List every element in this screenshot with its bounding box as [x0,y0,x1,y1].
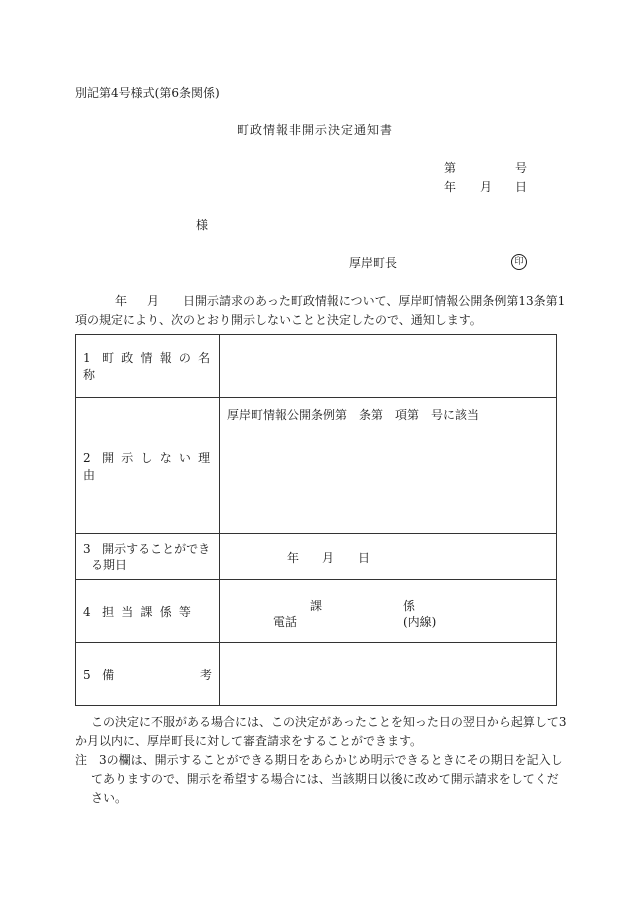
row-number: 4 [83,604,91,619]
contact-cell [220,580,557,643]
issue-date-month: 月 [480,180,493,194]
disclosure-date-year: 年 [287,551,300,565]
note-line2: てありますので、開示を希望する場合には、当該期日以後に改めて開示請求をしてくだ [91,772,559,786]
table-row [76,398,557,534]
appeal-text-line2: か月以内に、厚岸町長に対して審査請求をすることができます。 [75,734,423,748]
remarks-value [220,643,557,706]
table-row [76,580,557,643]
decision-table [75,334,557,706]
addressee-honorific: 様 [196,218,209,232]
issue-date-year: 年 [444,180,457,194]
remarks-label-left: 備 [102,667,115,682]
disclosure-date-day: 日 [358,551,371,565]
document-title: 町政情報非開示決定通知書 [236,123,393,137]
intro-text-line2: 項の規定により、次のとおり開示しないことと決定したので、通知します。 [75,313,482,327]
issue-date-day: 日 [515,180,528,194]
reason-label: 開示しない理由 [83,450,218,482]
row-label [76,534,220,580]
reason-cell [220,398,557,534]
info-name-label: 町政情報の名称 [83,351,218,382]
doc-number-suffix: 号 [515,161,528,175]
appeal-text-line1: この決定に不服がある場合には、この決定があったことを知った日の翌日から起算して3 [91,715,567,729]
seal-mark: 印 [511,254,527,270]
row-number: 3 [83,541,91,556]
contact-subsection: 係 [403,599,416,613]
table-row [76,643,557,706]
row-label [76,580,220,643]
intro-text-line1: 日開示請求のあった町政情報について、厚岸町情報公開条例第13条第1 [183,294,566,308]
contact-extension-label: (内線) [403,615,437,629]
form-number-label: 別記第4号様式(第6条関係) [75,86,220,100]
disclosure-date-label-line2: る期日 [91,557,128,572]
table-row [76,534,557,580]
intro-month: 月 [147,294,160,308]
doc-number-prefix: 第 [444,161,457,175]
info-name-value [220,335,557,398]
note-line3: さい。 [91,791,128,805]
row-number: 2 [83,450,91,465]
row-label [76,335,220,398]
remarks-label-right: 考 [199,667,212,682]
disclosure-date-month: 月 [322,551,335,565]
disclosure-date-label-line1: 開示することができ [102,541,211,556]
contact-label: 担当課係等 [102,604,199,619]
row-label [76,398,220,534]
row-number: 5 [83,667,91,682]
intro-year: 年 [115,294,128,308]
table-row [76,335,557,398]
row-number: 1 [83,351,91,365]
contact-section: 課 [310,599,323,613]
contact-phone-label: 電話 [273,615,298,629]
disclosure-date-cell [220,534,557,580]
row-label [76,643,220,706]
note-line1: 注 3の欄は、開示することができる期日をあらかじめ明示できるときにその期日を記入し [75,753,563,767]
issuer-name: 厚岸町長 [349,256,398,270]
reason-value: 厚岸町情報公開条例第 条第 項第 号に該当 [227,408,480,422]
